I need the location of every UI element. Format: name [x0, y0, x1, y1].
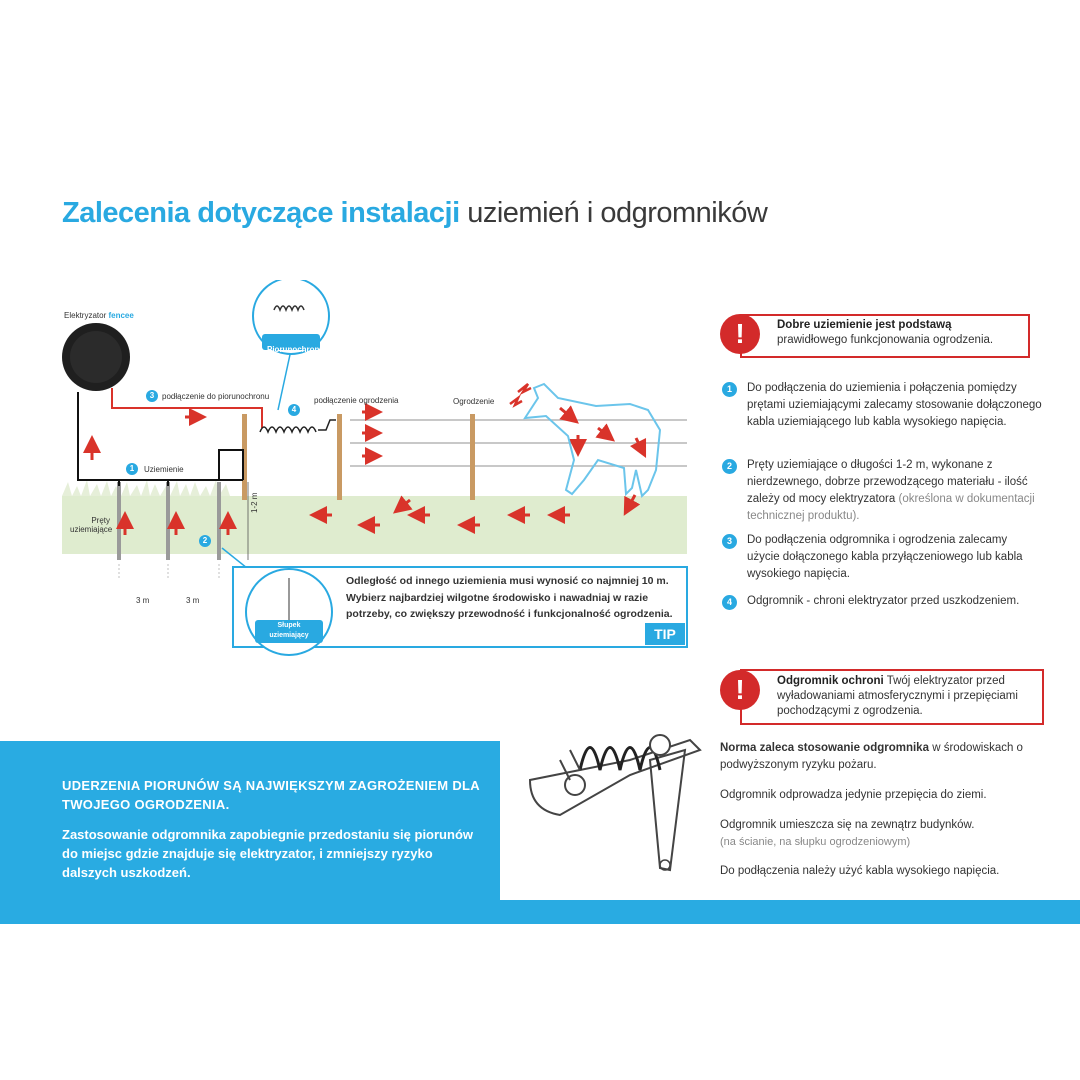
arrester-coil — [260, 427, 316, 432]
horse-outline — [525, 384, 660, 496]
page-title — [62, 197, 767, 230]
warning-2-text: Odgromnik ochroni Twój elektryzator przed wyładowaniami atmosferycznymi i przepięciami pochodzącymi z ogrodzenia. — [777, 675, 1018, 717]
ground-rod — [117, 482, 121, 560]
tip-badge: TIP — [645, 623, 685, 645]
ground-rod — [217, 482, 221, 560]
spacing-label: 3 m — [136, 596, 150, 605]
grass-tufts — [62, 480, 687, 496]
note-3: Odgromnik umieszcza się na zewnątrz budynków. (na ścianie, na słupku ogrodzeniowym) — [720, 819, 975, 848]
ground-rod — [166, 482, 170, 560]
post — [337, 414, 342, 500]
post — [470, 414, 475, 500]
step-4-badge: 4 — [288, 404, 300, 416]
arrester-illustration — [520, 700, 710, 890]
energizer-label: Elektryzator fencee — [64, 311, 134, 320]
conn-fence-label: podłączenie ogrodzenia — [314, 396, 399, 405]
post-label: Słupek uziemiający — [255, 620, 323, 643]
spacing-label: 3 m — [186, 596, 200, 605]
list-item-3: 3 Do podłączenia odgromnika i ogrodzenia zalecamy użycie dołączonego kabla przyłączeniowego lub kabla wysokiego napięcia. — [722, 532, 1042, 583]
exclamation-icon: ! — [720, 314, 760, 354]
fence-label: Ogrodzenie — [453, 397, 495, 406]
warning-1-text: Dobre uziemienie jest podstawą prawidłowego funkcjonowania ogrodzenia. — [777, 319, 994, 346]
list-item-2: 2 Pręty uziemiające o długości 1-2 m, wykonane z nierdzewnego, dobrze przewodzącego materiału - ilość zależy od mocy elektryzatora (określona w dokumentacji technicznej produktu). — [722, 457, 1042, 525]
note-1: Norma zaleca stosowanie odgromnika w środowiskach o podwyższonym ryzyku pożaru. — [720, 742, 1023, 771]
arrester-label: Piorunochron — [267, 345, 320, 354]
rods-label: Pręty uziemiające — [70, 516, 113, 534]
depth-label: 1-2 m — [250, 492, 259, 513]
list-item-1: 1 Do podłączenia do uziemienia i połączenia pomiędzy prętami uziemiającymi zalecamy stosowanie dołączonego kabla uziemiającego lub kabla wysokiego napięcia. — [722, 380, 1042, 431]
step-1-badge: 1 — [126, 463, 138, 475]
note-2: Odgromnik odprowadza jedynie przepięcia do ziemi. — [720, 789, 987, 801]
exclamation-icon: ! — [720, 670, 760, 710]
title-bold: Zalecenia dotyczące instalacji — [62, 197, 460, 229]
title-light: uziemień i odgromników — [467, 197, 768, 229]
note-4: Do podłączenia należy użyć kabla wysokiego napięcia. — [720, 865, 1000, 877]
step-2-badge: 2 — [199, 535, 211, 547]
installation-diagram — [0, 280, 700, 580]
list-item-4: 4 Odgromnik - chroni elektryzator przed uszkodzeniem. — [722, 593, 1042, 610]
step-3-badge: 3 — [146, 390, 158, 402]
info-band-strip — [500, 900, 1080, 924]
lightning-icon — [518, 384, 531, 392]
grounding-label: Uziemienie — [144, 465, 184, 474]
band-heading: UDERZENIA PIORUNÓW SĄ NAJWIĘKSZYM ZAGROŻENIEM DLA TWOJEGO OGRODZENIA. — [62, 778, 480, 812]
conn-arrester-label: podłączenie do piorunochronu — [162, 392, 270, 401]
post-zoom — [245, 568, 333, 656]
band-body: Zastosowanie odgromnika zapobiegnie przedostaniu się piorunów do miejsc gdzie znajduje się elektryzator, i zmniejszy ryzyko dalszych uszkodzeń. — [62, 827, 473, 880]
tip-text: Odległość od innego uziemienia musi wynosić co najmniej 10 m. Wybierz najbardziej wilgotne środowisko i nawadniaj w razie potrzeby, co zwiększy przewodność i funkcjonalność ogrodzenia. — [346, 575, 673, 620]
